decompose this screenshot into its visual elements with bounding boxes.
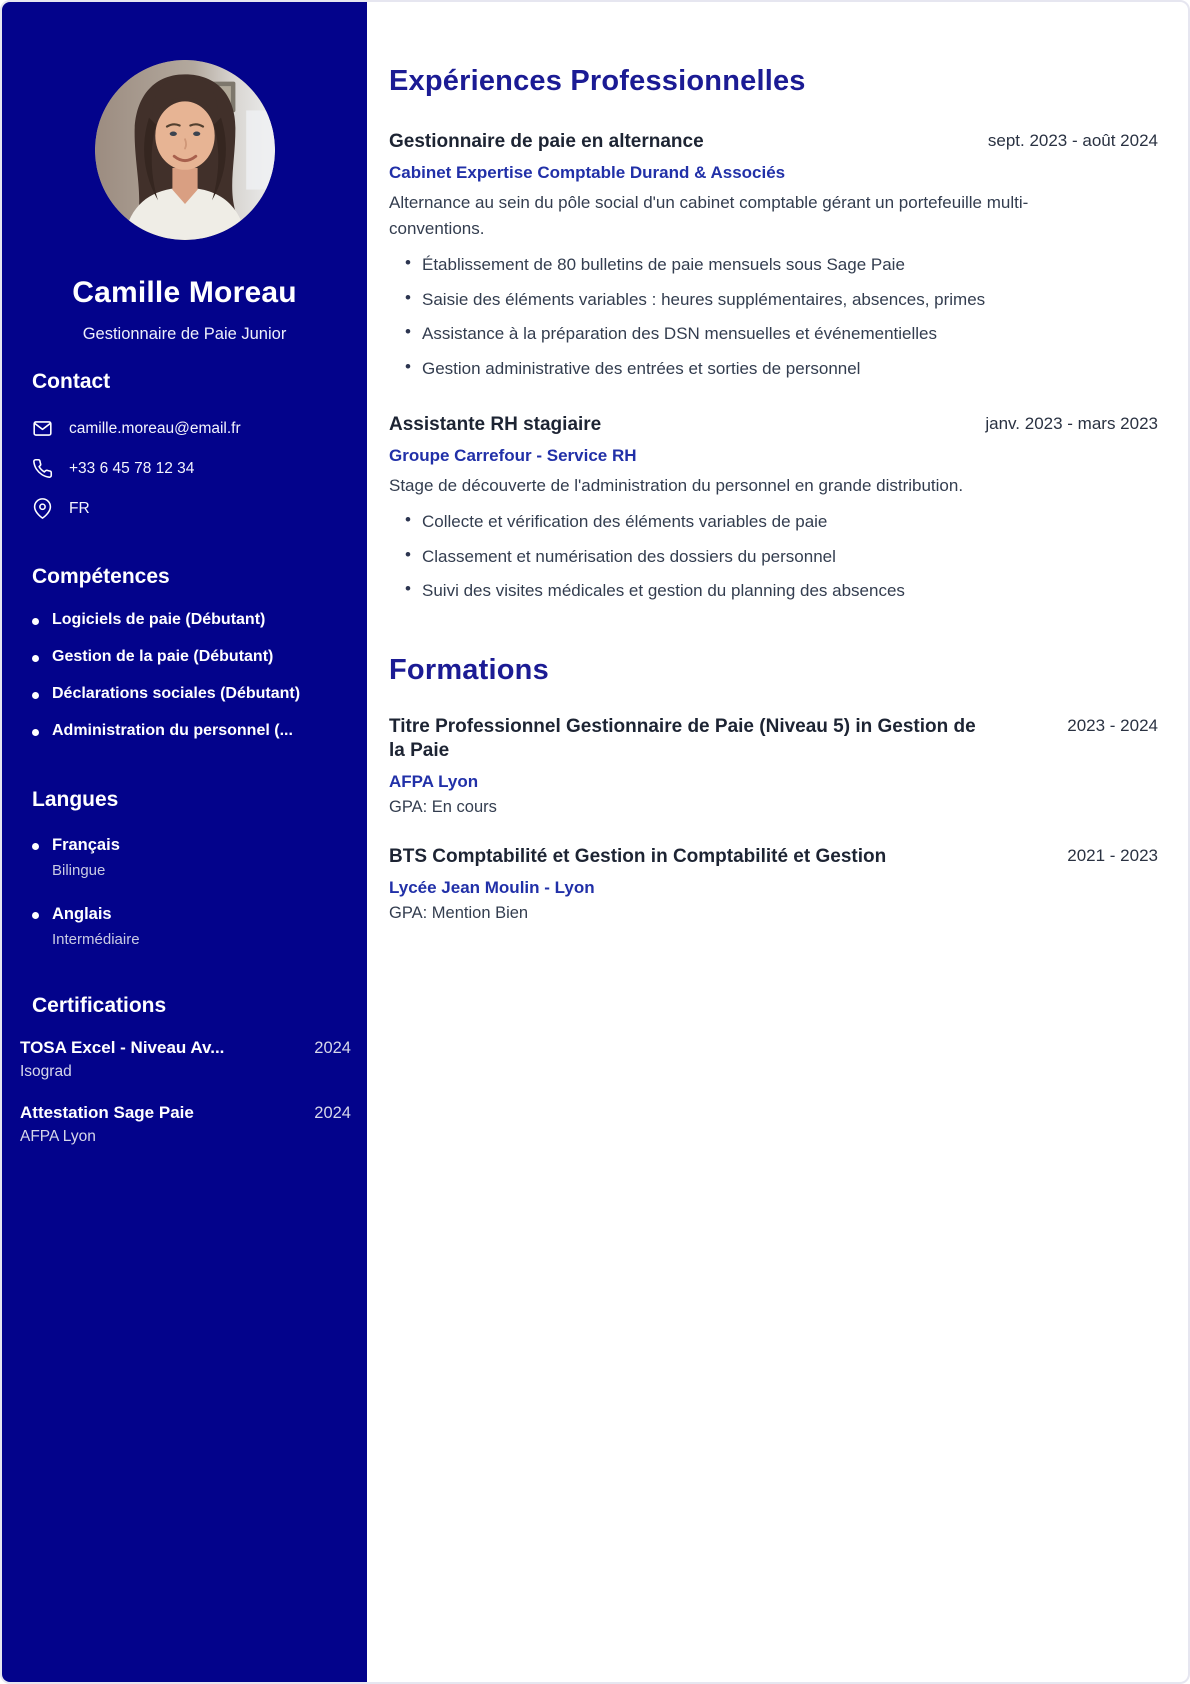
language-item [32, 905, 337, 948]
skill-item [32, 685, 337, 703]
sidebar [2, 2, 367, 1682]
certification-item [20, 1103, 351, 1146]
bullet-dot-icon [32, 618, 39, 625]
institution-name: Lycée Jean Moulin - Lyon [389, 877, 595, 897]
gpa-text: GPA: Mention Bien [389, 903, 529, 922]
job-title: Gestionnaire de paie en alternance [389, 131, 704, 153]
job-title: Assistante RH stagiaire [389, 414, 602, 436]
job-bullet: • Saisie des éléments variables : heures supplémentaires, absences, primes [405, 287, 1065, 313]
skill-label: Administration du personnel (... [52, 722, 293, 739]
job-dates: janv. 2023 - mars 2023 [985, 414, 1158, 434]
bullet-dot-icon [32, 912, 39, 919]
job-description: Stage de découverte de l'administration du personnel en grande distribution. [389, 475, 964, 495]
certification-year: 2024 [314, 1039, 351, 1057]
certification-name: TOSA Excel - Niveau Av... [20, 1038, 225, 1057]
education-entry [389, 715, 1158, 817]
job-description: Alternance au sein du pôle social d'un cabinet comptable gérant un portefeuille multi-conventions. [389, 193, 1029, 238]
education-entry [389, 845, 1158, 923]
skill-item [32, 722, 337, 740]
education-dates: 2021 - 2023 [1067, 846, 1158, 866]
job-bullet: • Gestion administrative des entrées et sorties de personnel [405, 356, 1065, 382]
language-item [32, 836, 337, 879]
contact-phone [32, 458, 337, 479]
institution-name: AFPA Lyon [389, 772, 479, 792]
person-name: Camille Moreau [72, 276, 297, 309]
skill-label: Déclarations sociales (Débutant) [52, 685, 301, 702]
skill-label: Gestion de la paie (Débutant) [52, 648, 274, 665]
job-bullet: • Suivi des visites médicales et gestion du planning des absences [405, 578, 1065, 604]
contact-email [32, 418, 337, 439]
job-dates: sept. 2023 - août 2024 [987, 131, 1158, 151]
experience-entry [389, 413, 1158, 604]
skill-item [32, 648, 337, 666]
languages-section [2, 788, 367, 948]
contact-heading: Contact [32, 370, 111, 393]
person-job-title: Gestionnaire de Paie Junior [82, 325, 287, 343]
job-bullet-list [389, 509, 1158, 604]
certifications-heading: Certifications [32, 994, 167, 1017]
contact-phone-text: +33 6 45 78 12 34 [69, 459, 195, 477]
bullet-dot-icon [32, 843, 39, 850]
language-level: Bilingue [52, 862, 106, 879]
skill-item [32, 611, 337, 629]
certifications-section [2, 994, 367, 1018]
profile-photo [95, 60, 275, 240]
gpa-text: GPA: En cours [389, 798, 497, 817]
skills-section [2, 565, 367, 740]
contact-email-text: camille.moreau@email.fr [69, 419, 241, 437]
certification-item [20, 1038, 351, 1081]
languages-list [32, 836, 337, 948]
bullet-dot-icon [32, 655, 39, 662]
languages-heading: Langues [32, 788, 119, 811]
certification-issuer: Isograd [20, 1063, 72, 1080]
job-bullet: • Classement et numérisation des dossiers du personnel [405, 544, 1065, 570]
certification-name: Attestation Sage Paie [20, 1103, 194, 1122]
job-bullet: • Établissement de 80 bulletins de paie mensuels sous Sage Paie [405, 252, 1065, 278]
education-section-heading: Formations [389, 653, 549, 686]
phone-icon [32, 458, 53, 479]
email-icon [32, 418, 53, 439]
main-content [367, 2, 1188, 1682]
skills-heading: Compétences [32, 565, 170, 588]
job-bullet: • Assistance à la préparation des DSN mensuelles et événementielles [405, 321, 1065, 347]
job-company: Cabinet Expertise Comptable Durand & Associés [389, 163, 786, 183]
job-bullet: • Collecte et vérification des éléments variables de paie [405, 509, 1065, 535]
certifications-list [2, 1038, 367, 1146]
bullet-dot-icon [32, 729, 39, 736]
language-level: Intermédiaire [52, 931, 140, 948]
degree-title: Titre Professionnel Gestionnaire de Paie (Niveau 5) in Gestion de la Paie [389, 715, 976, 762]
contact-list [32, 418, 337, 519]
contact-section [2, 370, 367, 519]
language-name: Français [52, 836, 120, 854]
certification-issuer: AFPA Lyon [20, 1128, 96, 1145]
contact-location-text: FR [69, 499, 90, 517]
language-name: Anglais [52, 905, 112, 923]
certification-year: 2024 [314, 1104, 351, 1122]
education-dates: 2023 - 2024 [1067, 715, 1158, 735]
skills-list [32, 611, 337, 740]
experience-entry [389, 130, 1158, 381]
portrait-illustration [95, 60, 275, 240]
job-company: Groupe Carrefour - Service RH [389, 445, 637, 465]
skill-label: Logiciels de paie (Débutant) [52, 611, 266, 628]
bullet-dot-icon [32, 692, 39, 699]
job-bullet-list [389, 252, 1158, 381]
degree-title: BTS Comptabilité et Gestion in Comptabilité et Gestion [389, 846, 887, 868]
location-icon [32, 498, 53, 519]
contact-location [32, 498, 337, 519]
experience-section-heading: Expériences Professionnelles [389, 65, 806, 98]
